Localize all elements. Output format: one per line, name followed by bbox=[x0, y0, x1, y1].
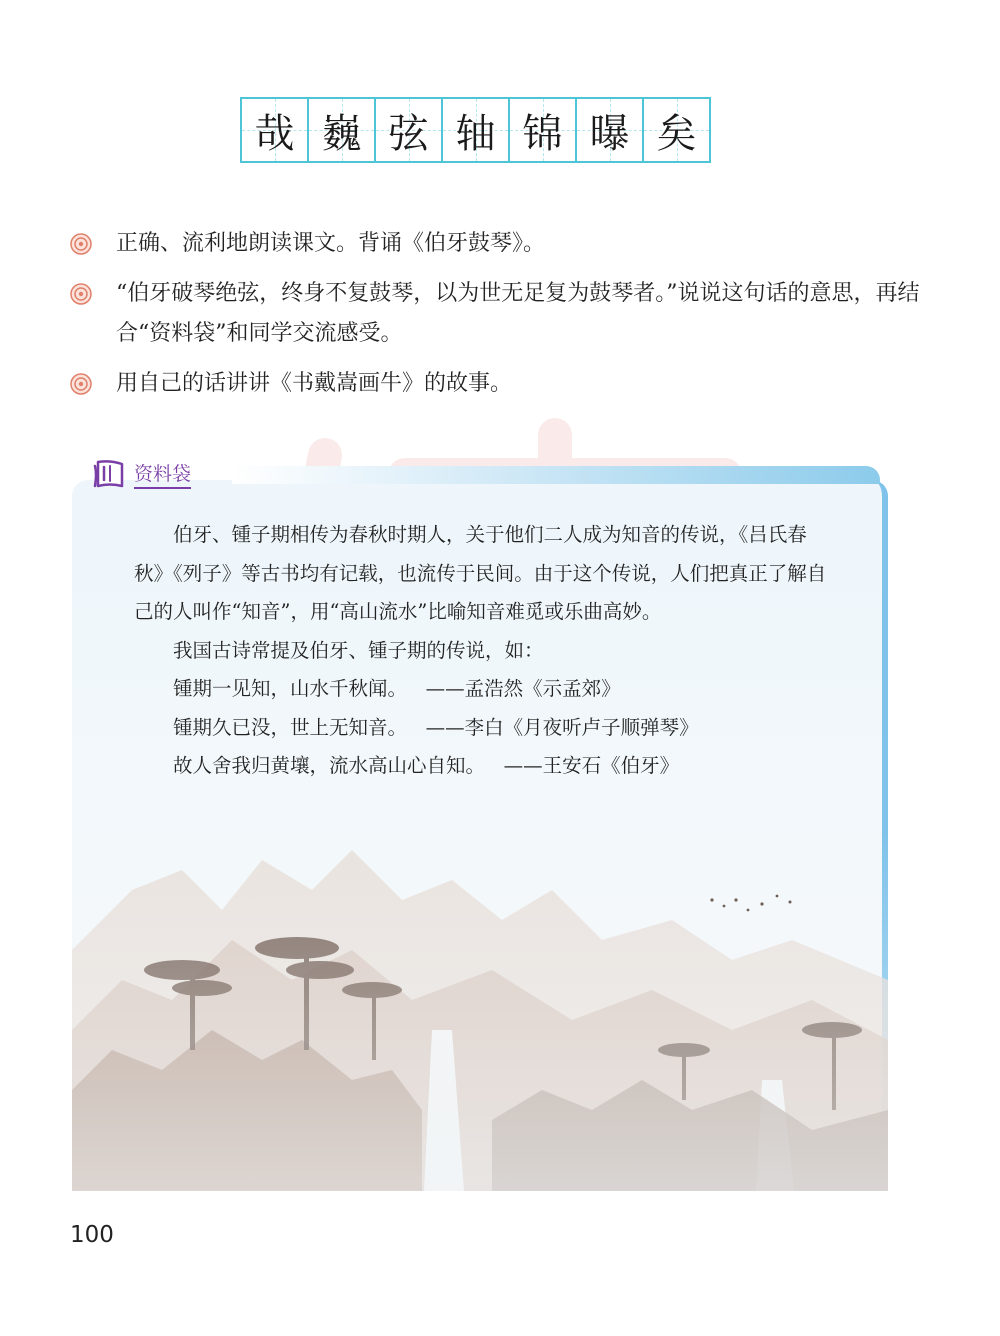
panel-body bbox=[134, 516, 834, 786]
new-characters-grid bbox=[240, 97, 711, 163]
panel-paragraph: 伯牙、锺子期相传为春秋时期人，关于他们二人成为知音的传说，《吕氏春秋》《列子》等古书均有记载，也流传于民间。由于这个传说，人们把真正了解自己的人叫作“知音”，用“高山流水”比喻知音难觅或乐曲高妙。 bbox=[134, 523, 827, 623]
page-number: 100 bbox=[70, 1222, 114, 1248]
character-cell bbox=[443, 99, 510, 161]
character: 矣 bbox=[656, 110, 697, 157]
character-cell bbox=[510, 99, 577, 161]
panel-tag bbox=[92, 456, 191, 492]
flower-bullet-icon bbox=[70, 373, 92, 395]
exercise-text: “伯牙破琴绝弦，终身不复鼓琴，以为世无足复为鼓琴者。”说说这句话的意思，再结合“资料袋”和同学交流感受。 bbox=[116, 281, 920, 346]
character-cell bbox=[376, 99, 443, 161]
flower-bullet-icon bbox=[70, 233, 92, 255]
character: 巍 bbox=[321, 110, 362, 157]
character-cell bbox=[309, 99, 376, 161]
exercise-text: 用自己的话讲讲《书戴嵩画牛》的故事。 bbox=[116, 371, 513, 396]
panel-title: 资料袋 bbox=[134, 459, 191, 489]
exercise-item bbox=[70, 278, 930, 354]
poem-line: 故人舍我归黄壤，流水高山心自知。 ——王安石《伯牙》 bbox=[173, 754, 680, 777]
exercise-item bbox=[70, 228, 930, 264]
poem-line: 锺期一见知，山水千秋闻。 ——孟浩然《示孟郊》 bbox=[173, 677, 621, 700]
panel-paragraph: 我国古诗常提及伯牙、锺子期的传说，如： bbox=[173, 638, 544, 662]
landscape-painting bbox=[72, 830, 888, 1191]
character: 轴 bbox=[455, 110, 496, 157]
character: 曝 bbox=[589, 110, 630, 157]
character-cell bbox=[577, 99, 644, 161]
flower-bullet-icon bbox=[70, 283, 92, 305]
poem-line: 锺期久已没，世上无知音。 ——李白《月夜听卢子顺弹琴》 bbox=[173, 715, 699, 739]
character-cell bbox=[644, 99, 709, 161]
character-cell bbox=[242, 99, 309, 161]
character: 哉 bbox=[254, 110, 295, 157]
panel-top-border bbox=[232, 466, 880, 484]
character: 弦 bbox=[388, 110, 429, 157]
book-icon bbox=[92, 458, 128, 490]
exercise-text: 正确、流利地朗读课文。背诵《伯牙鼓琴》。 bbox=[116, 231, 546, 256]
exercise-list bbox=[70, 228, 930, 418]
character: 锦 bbox=[522, 110, 563, 157]
exercise-item bbox=[70, 368, 930, 404]
